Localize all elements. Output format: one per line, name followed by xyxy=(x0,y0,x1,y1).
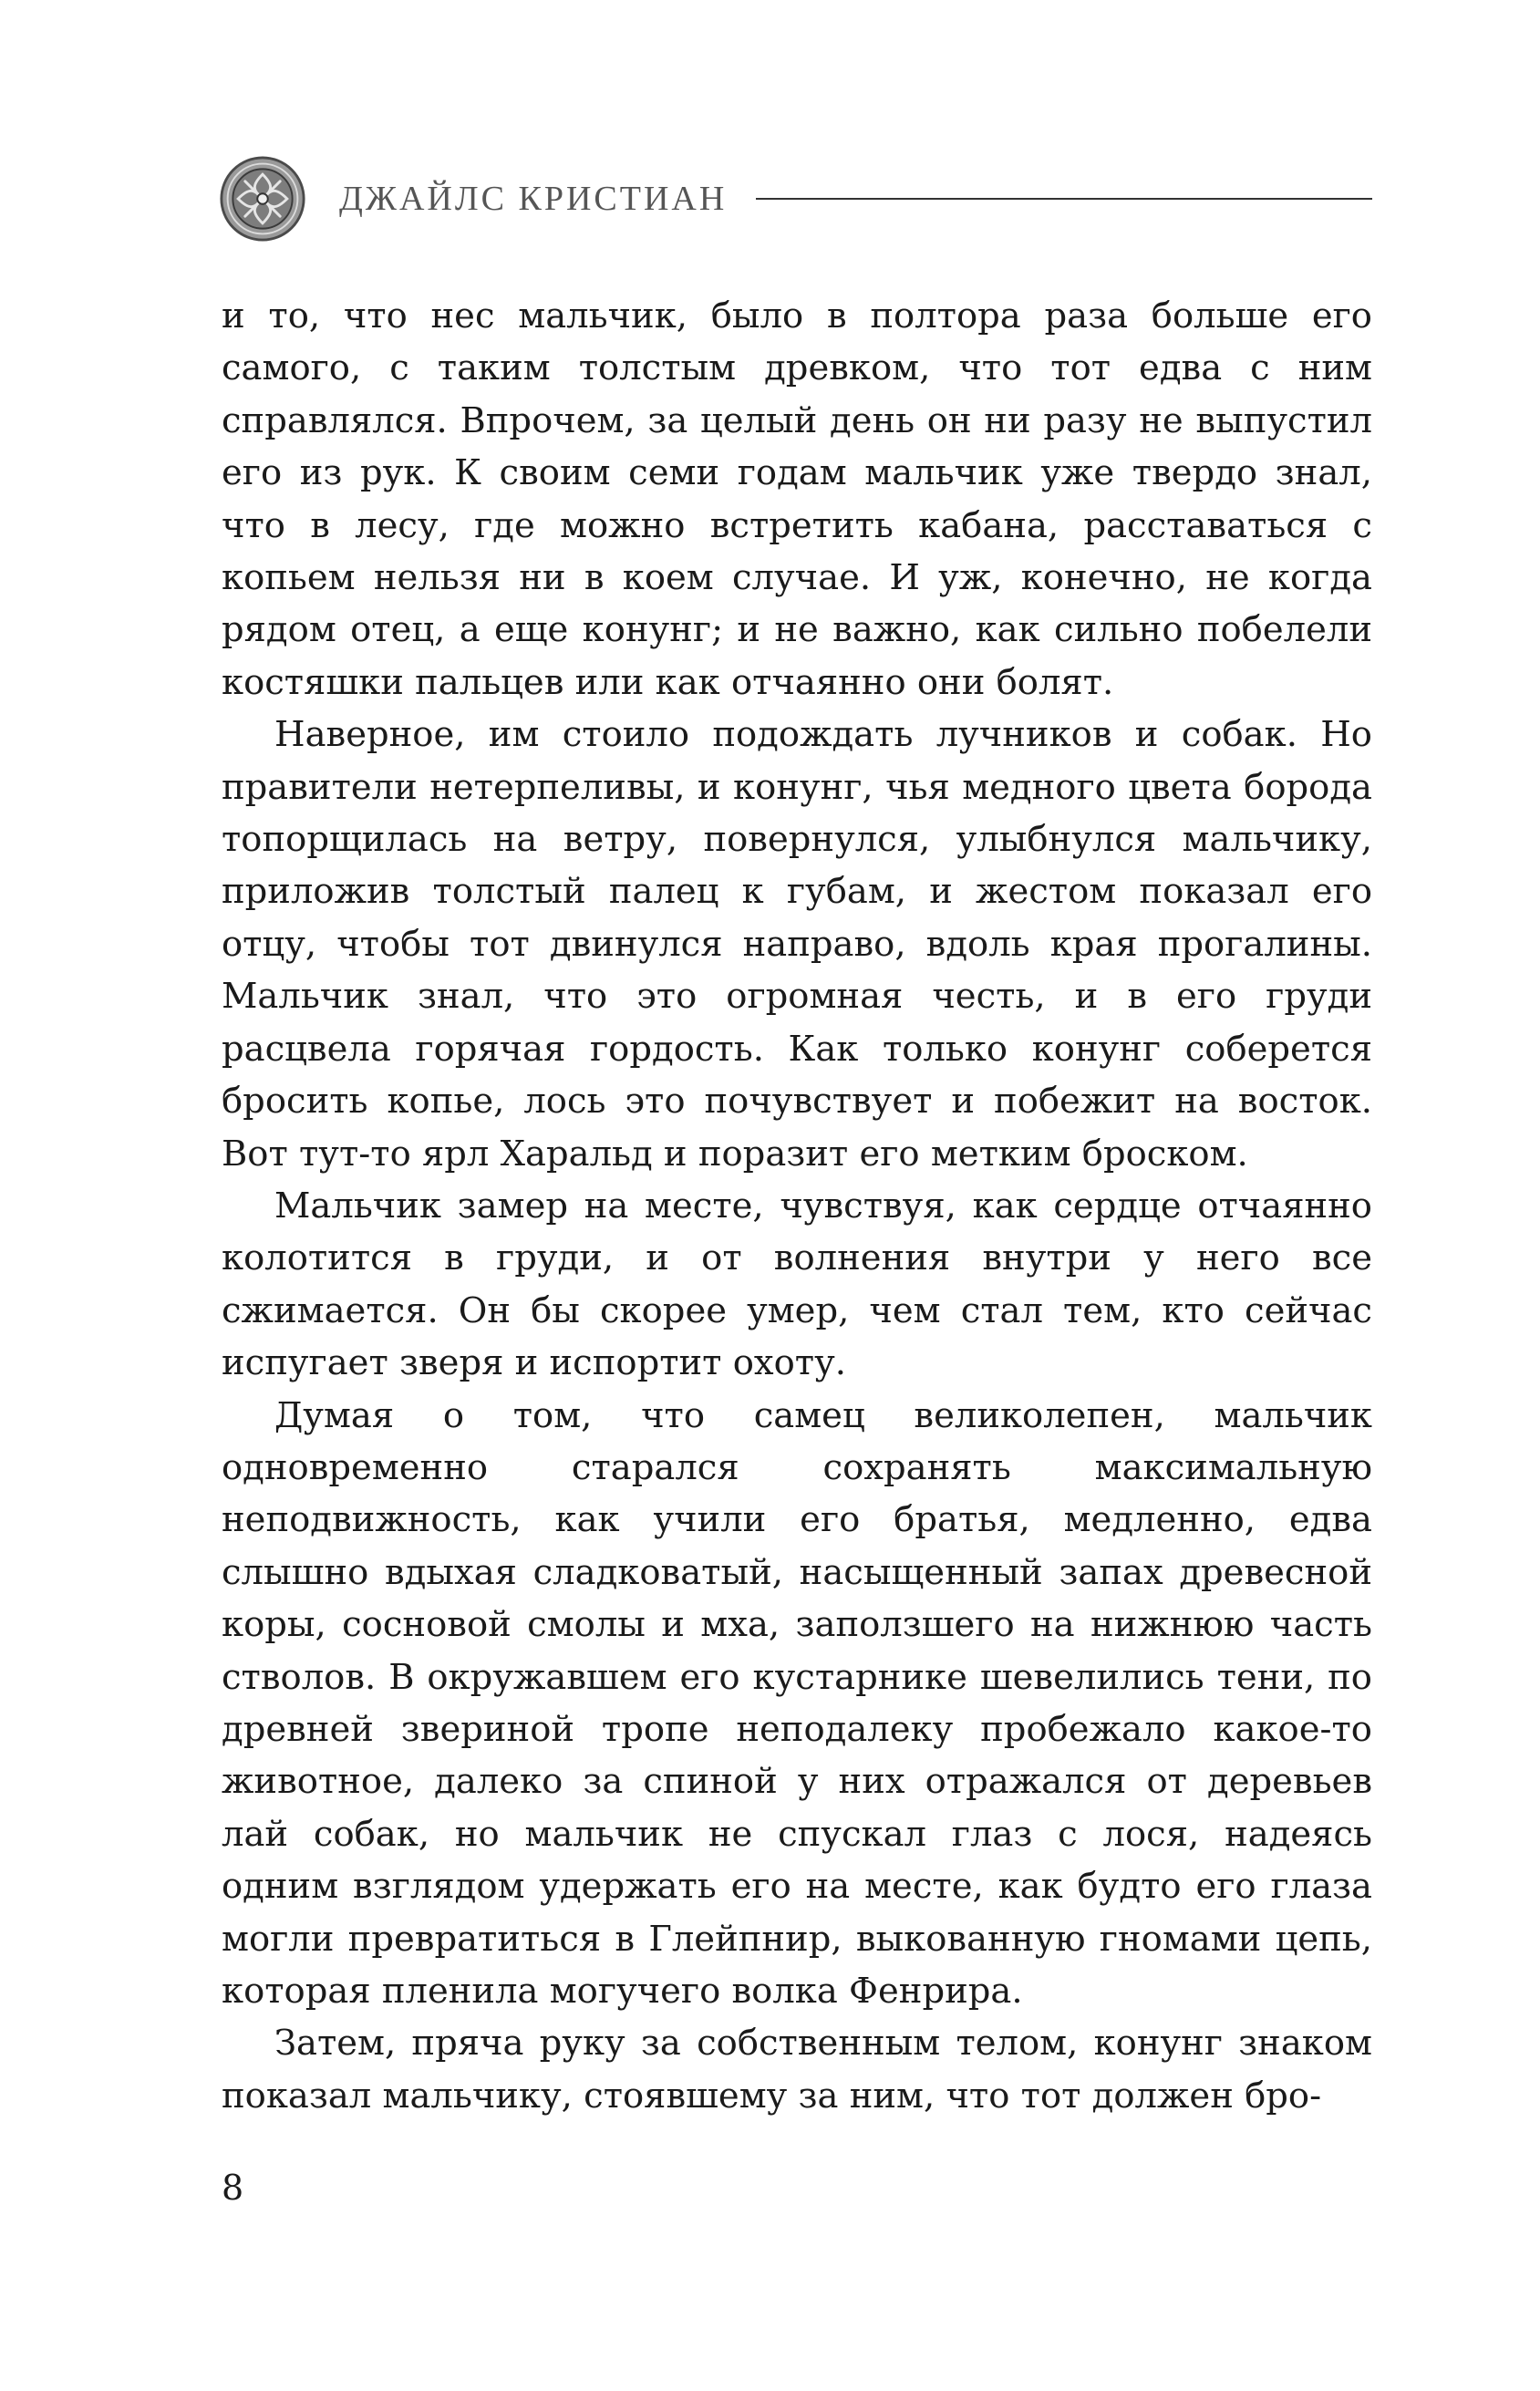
running-header xyxy=(219,153,1372,244)
page-number: 8 xyxy=(222,2168,244,2208)
paragraph: Думая о том, что самец великолепен, мальчик одновременно старался сохранять максимальную неподвижность, как учили его братья, медленно, едва слышно вдыхая сладковатый, насыщенный запах древесной коры, сосновой смолы и мха, заползшего на нижнюю часть стволов. В окружавшем его кустарнике шевелились тени, по древней звериной тропе неподалеку пробежало какое-то животное, далеко за спиной у них отражался от деревьев лай собак, но мальчик не спускал глаз с лося, надеясь одним взглядом удержать его на месте, как будто его глаза могли превратиться в Глейпнир, выкованную гномами цепь, которая пленила могучего волка Фенрира. xyxy=(222,1394,1372,2012)
header-rule xyxy=(756,198,1372,200)
ornamental-seal-icon xyxy=(219,155,306,243)
paragraph: Наверное, им стоило подождать лучников и собак. Но правители нетерпеливы, и конунг, чья медного цвета борода топорщилась на ветру, повернулся, улыбнулся мальчику, приложив толстый палец к губам, и жестом показал его отцу, чтобы тот двинулся направо, вдоль края прогалины. Мальчик знал, что это огромная честь, и в его груди расцвела горячая гордость. Как только конунг соберется бросить копье, лось это почувствует и побежит на восток. Вот тут-то ярл Харальд и поразит его метким броском. xyxy=(222,714,1372,1175)
paragraph: Мальчик замер на месте, чувствуя, как сердце отчаянно колотится в груди, и от волнения внутри у него все сжимается. Он бы скорее умер, чем стал тем, кто сейчас испугает зверя и испортит охоту. xyxy=(222,1185,1372,1384)
body-text xyxy=(222,290,1372,2122)
paragraph: и то, что нес мальчик, было в полтора раза больше его самого, с таким толстым древком, что тот едва с ним справлялся. Впрочем, за целый день он ни разу не выпустил его из рук. К своим семи годам мальчик уже твердо знал, что в лесу, где можно встретить кабана, расставаться с копьем нельзя ни в коем случае. И уж, конечно, не когда рядом отец, а еще конунг; и не важно, как сильно побелели костяшки пальцев или как отчаянно они болят. xyxy=(222,295,1372,703)
running-header-author: ДЖАЙЛС КРИСТИАН xyxy=(339,180,728,218)
paragraph: Затем, пряча руку за собственным телом, конунг знаком показал мальчику, стоявшему за ним, что тот должен бро- xyxy=(222,2023,1372,2117)
